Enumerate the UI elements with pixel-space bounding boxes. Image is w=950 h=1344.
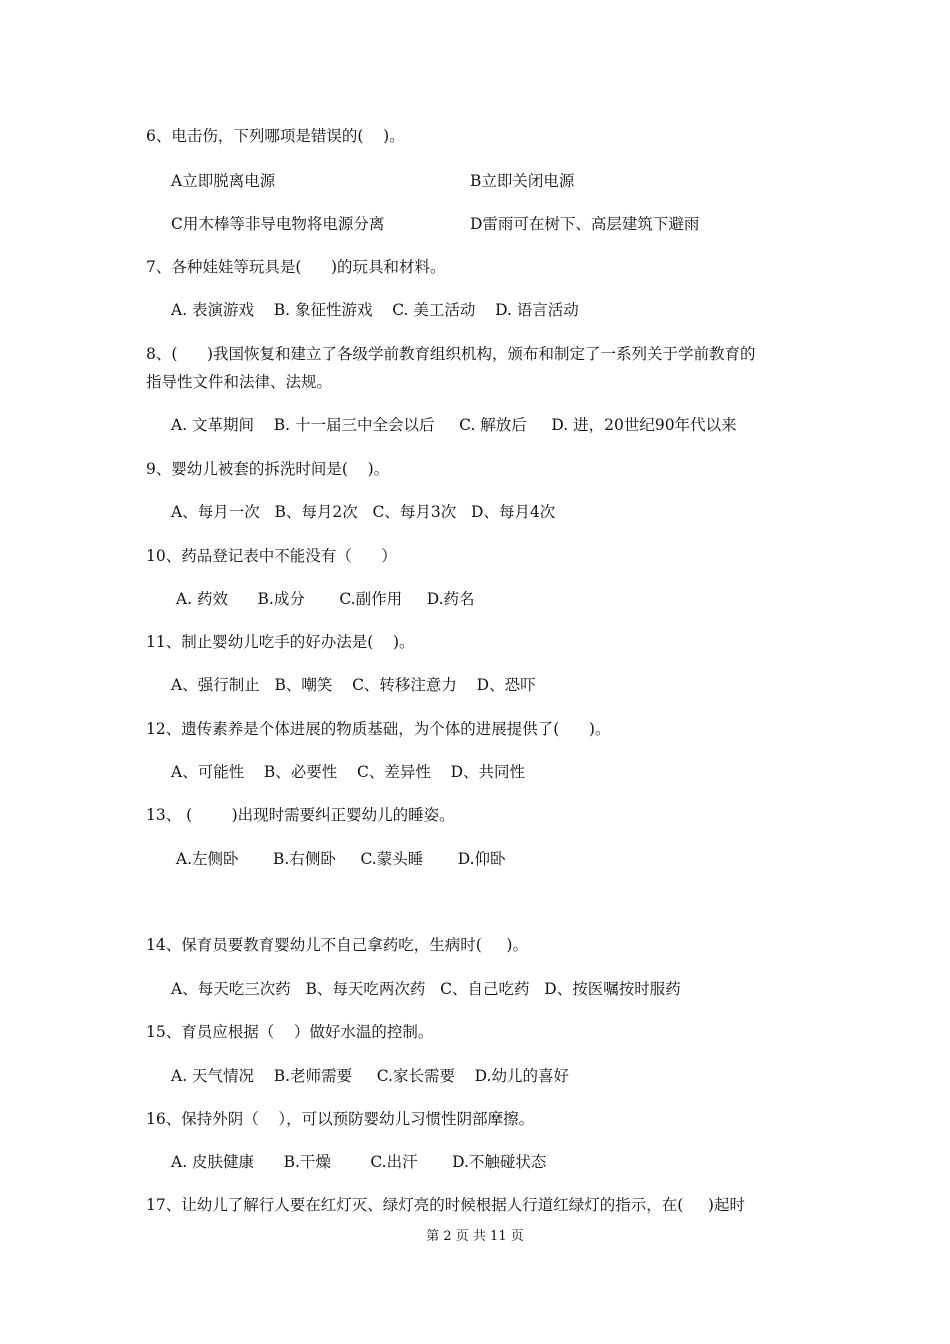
question-15-stem: 15、育员应根据（ ）做好水温的控制。	[146, 1023, 434, 1041]
question-14-stem: 14、保育员要教育婴幼儿不自己拿药吃，生病时( )。	[146, 936, 528, 954]
question-9-options: A、每月一次 B、每月2次 C、每月3次 D、每月4次	[171, 503, 556, 521]
question-17-stem: 17、让幼儿了解行人要在红灯灭、绿灯亮的时候根据人行道红绿灯的指示，在( )起时	[146, 1196, 745, 1214]
question-6-option-c: C用木棒等非导电物将电源分离	[171, 215, 385, 233]
question-14-options: A、每天吃三次药 B、每天吃两次药 C、自己吃药 D、按医嘱按时服药	[171, 980, 681, 998]
question-11-options: A、强行制止 B、嘲笑 C、转移注意力 D、恐吓	[171, 676, 536, 694]
question-8-options: A. 文革期间 B. 十一届三中全会以后 C. 解放后 D. 进，20世纪90年代以来	[171, 416, 737, 434]
question-6-option-b: B立即关闭电源	[470, 172, 575, 190]
question-10-options: A. 药效 B.成分 C.副作用 D.药名	[171, 590, 475, 608]
question-15-options: A. 天气情况 B.老师需要 C.家长需要 D.幼儿的喜好	[171, 1067, 569, 1085]
question-6-stem: 6、电击伤，下列哪项是错误的( )。	[146, 127, 405, 145]
question-12-stem: 12、遗传素养是个体进展的物质基础，为个体的进展提供了( )。	[146, 720, 611, 738]
question-6-option-d: D雷雨可在树下、高层建筑下避雨	[470, 215, 700, 233]
question-8-stem-line-2: 指导性文件和法律、法规。	[146, 373, 333, 391]
question-13-options: A.左侧卧 B.右侧卧 C.蒙头睡 D.仰卧	[171, 850, 506, 868]
question-16-stem: 16、保持外阴（ ），可以预防婴幼儿习惯性阴部摩擦。	[146, 1110, 535, 1128]
question-10-stem: 10、药品登记表中不能没有（ ）	[146, 547, 397, 565]
question-9-stem: 9、婴幼儿被套的拆洗时间是( )。	[146, 460, 390, 478]
question-16-options: A. 皮肤健康 B.干燥 C.出汗 D.不触碰状态	[171, 1153, 547, 1171]
page-number-footer: 第 2 页 共 11 页	[426, 1229, 524, 1244]
question-12-options: A、可能性 B、必要性 C、差异性 D、共同性	[171, 763, 525, 781]
question-6-option-a: A立即脱离电源	[171, 172, 276, 190]
question-8-stem-line-1: 8、( )我国恢复和建立了各级学前教育组织机构，颁布和制定了一系列关于学前教育的	[146, 345, 756, 363]
question-7-options: A. 表演游戏 B. 象征性游戏 C. 美工活动 D. 语言活动	[171, 301, 579, 319]
question-13-stem: 13、 ( )出现时需要纠正婴幼儿的睡姿。	[146, 806, 455, 824]
question-7-stem: 7、各种娃娃等玩具是( )的玩具和材料。	[146, 258, 446, 276]
question-11-stem: 11、制止婴幼儿吃手的好办法是( )。	[146, 633, 415, 651]
